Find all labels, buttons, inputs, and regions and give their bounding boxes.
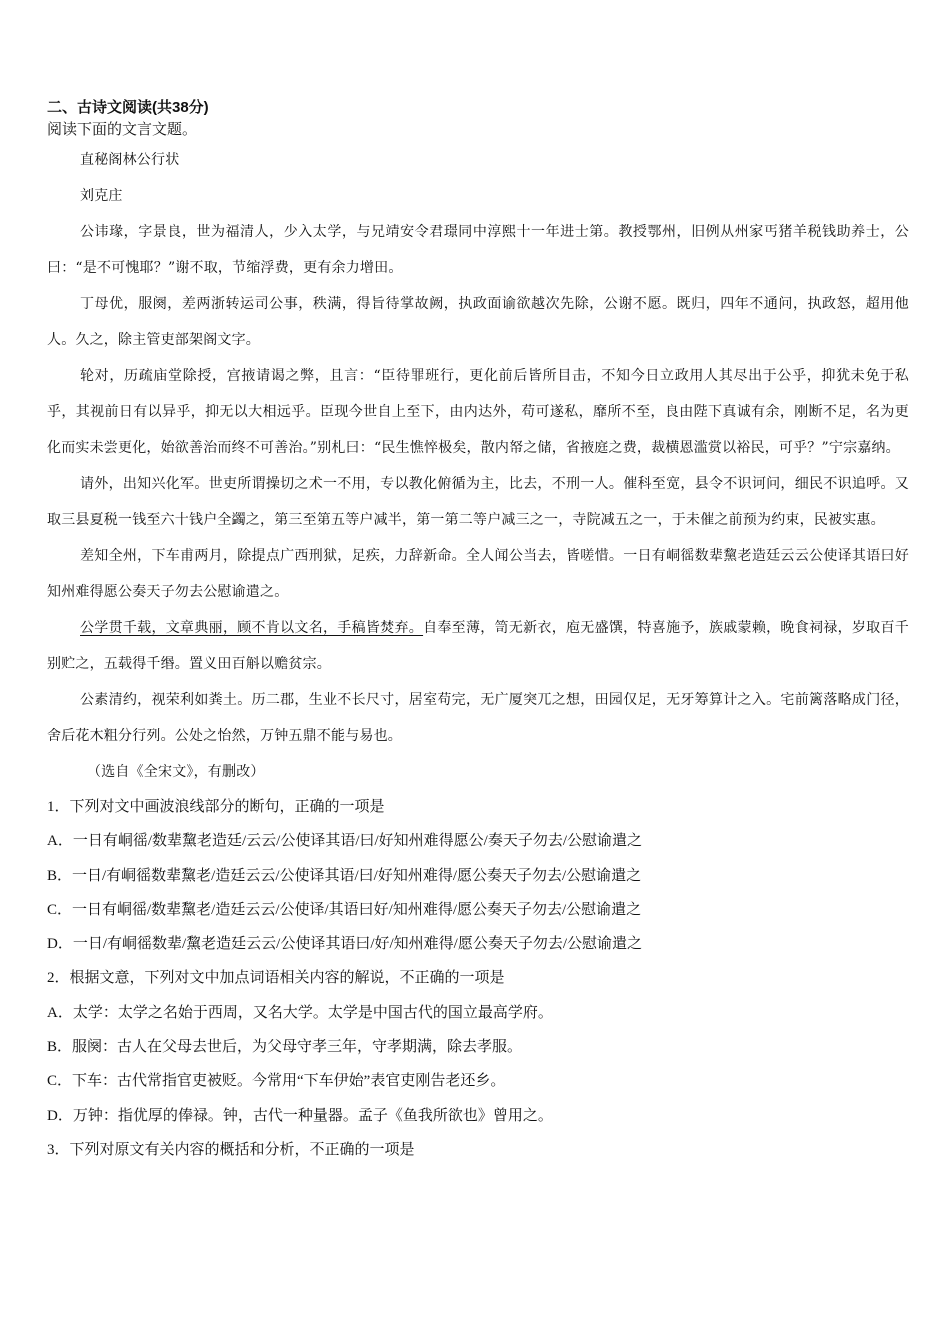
underlined-sentence: 公学贯千载，文章典丽，顾不肯以文名，手稿皆焚弃。: [80, 620, 424, 636]
document-page: [47, 98, 909, 1167]
option-b: B．一日/有峒徭数辈黧老/造廷云云/公使译其语/曰/好知州难得/愿公奏天子勿去/公慰谕遣之: [47, 867, 642, 884]
question-1: [47, 790, 909, 961]
article-paragraph-4: 请外，出知兴化军。世吏所谓操切之术一不用，专以教化俯循为主，比去，不刑一人。催科至宽，县令不识诃问，细民不识追呼。又取三县夏税一钱至六十钱户全蠲之，第三至第五等户减半，第一第二等户减三之一，寺院减五之一，于未催之前预为约束，民被实惠。: [47, 476, 909, 528]
paragraph-6-rest: 自奉至薄，笥无新衣，庖无盛馔，特喜施予，族戚蒙赖，晚食祠禄，岁取百千别贮之，五载得千缗。置义田百斛以赡贫宗。: [47, 620, 909, 672]
option-d: D．一日/有峒徭数辈/黧老造廷云云/公使译其语曰/好/知州难得/愿公奏天子勿去/公慰谕遣之: [47, 936, 643, 953]
article-paragraph-1: 公讳瑑，字景良，世为福清人，少入太学，与兄靖安令君璟同中淳熙十一年进士第。教授鄂州，旧例从州家丐猪羊税钱助养士，公曰：“是不可愧耶？”谢不取，节缩浮费，更有余力增田。: [47, 224, 909, 276]
option-a: A．一日有峒徭/数辈黧老造廷/云云/公使译其语/曰/好知州难得愿公/奏天子勿去/公慰谕遣之: [47, 833, 643, 850]
question-2: [47, 961, 909, 1132]
article-paragraph-6: [47, 610, 909, 682]
article-paragraph-7: 公素清约，视荣利如粪土。历二郡，生业不长尺寸，居室苟完，无广厦突兀之想，田园仅足，无牙筹算计之入。宅前篱落略成门径，舍后花木粗分行列。公处之怡然，万钟五鼎不能与易也。: [47, 692, 909, 744]
option-c: C．下车：古代常指官吏被贬。今常用“下车伊始”表官吏刚告老还乡。: [47, 1073, 506, 1090]
article-paragraph-3: 轮对，历疏庙堂除授，宫掖请谒之弊，且言：“臣待罪班行，更化前后皆所目击，不知今日立政用人其尽出于公乎，抑犹未免于私乎，其视前日有以异乎，抑无以大相远乎。臣现今世自上至下，由内达外，苟可遂私，靡所不至，良由陛下真诚有余，刚断不足，名为更化而实未尝更化，始欲善治而终不可善治。”别札曰：“民生憔悴极矣，散内帑之储，省掖庭之费，裁横恩滥赏以裕民，可乎？”宁宗嘉纳。: [47, 368, 909, 456]
option-a: A．太学：太学之名始于西周，又名大学。太学是中国古代的国立最高学府。: [47, 1004, 553, 1021]
question-3: [47, 1133, 909, 1167]
option-b: B．服阕：古人在父母去世后，为父母守孝三年，守孝期满，除去孝服。: [47, 1039, 523, 1056]
option-d: D．万钟：指优厚的俸禄。钟，古代一种量器。孟子《鱼我所欲也》曾用之。: [47, 1107, 553, 1124]
question-stem: 2．根据文意，下列对文中加点词语相关内容的解说，不正确的一项是: [47, 970, 505, 987]
option-c: C．一日有峒徭/数辈黧老/造廷云云/公使译/其语曰好/知州难得/愿公奏天子勿去/公慰谕遣之: [47, 901, 642, 918]
article-source: （选自《全宋文》，有删改）: [87, 764, 265, 780]
article-paragraph-2: 丁母优，服阕，差两浙转运司公事，秩满，得旨待掌故阙，执政面谕欲越次先除，公谢不愿。既归，四年不通问，执政怒，超用他人。久之，除主管吏部架阁文字。: [47, 296, 909, 348]
article: [47, 142, 909, 790]
article-author: 刘克庄: [80, 188, 123, 204]
question-stem: 1．下列对文中画波浪线部分的断句，正确的一项是: [47, 799, 385, 815]
section-title: 二、古诗文阅读(共38分): [47, 99, 209, 116]
question-stem: 3．下列对原文有关内容的概括和分析，不正确的一项是: [47, 1141, 415, 1158]
article-title: 直秘阁林公行状: [80, 152, 180, 168]
section-intro: 阅读下面的文言文题。: [47, 122, 198, 138]
article-paragraph-5: 差知全州，下车甫两月，除提点广西刑狱，足疾，力辞新命。全人闻公当去，皆嗟惜。一日有峒徭数辈黧老造廷云云公使译其语曰好知州难得愿公奏天子勿去公慰谕遣之。: [47, 548, 909, 600]
